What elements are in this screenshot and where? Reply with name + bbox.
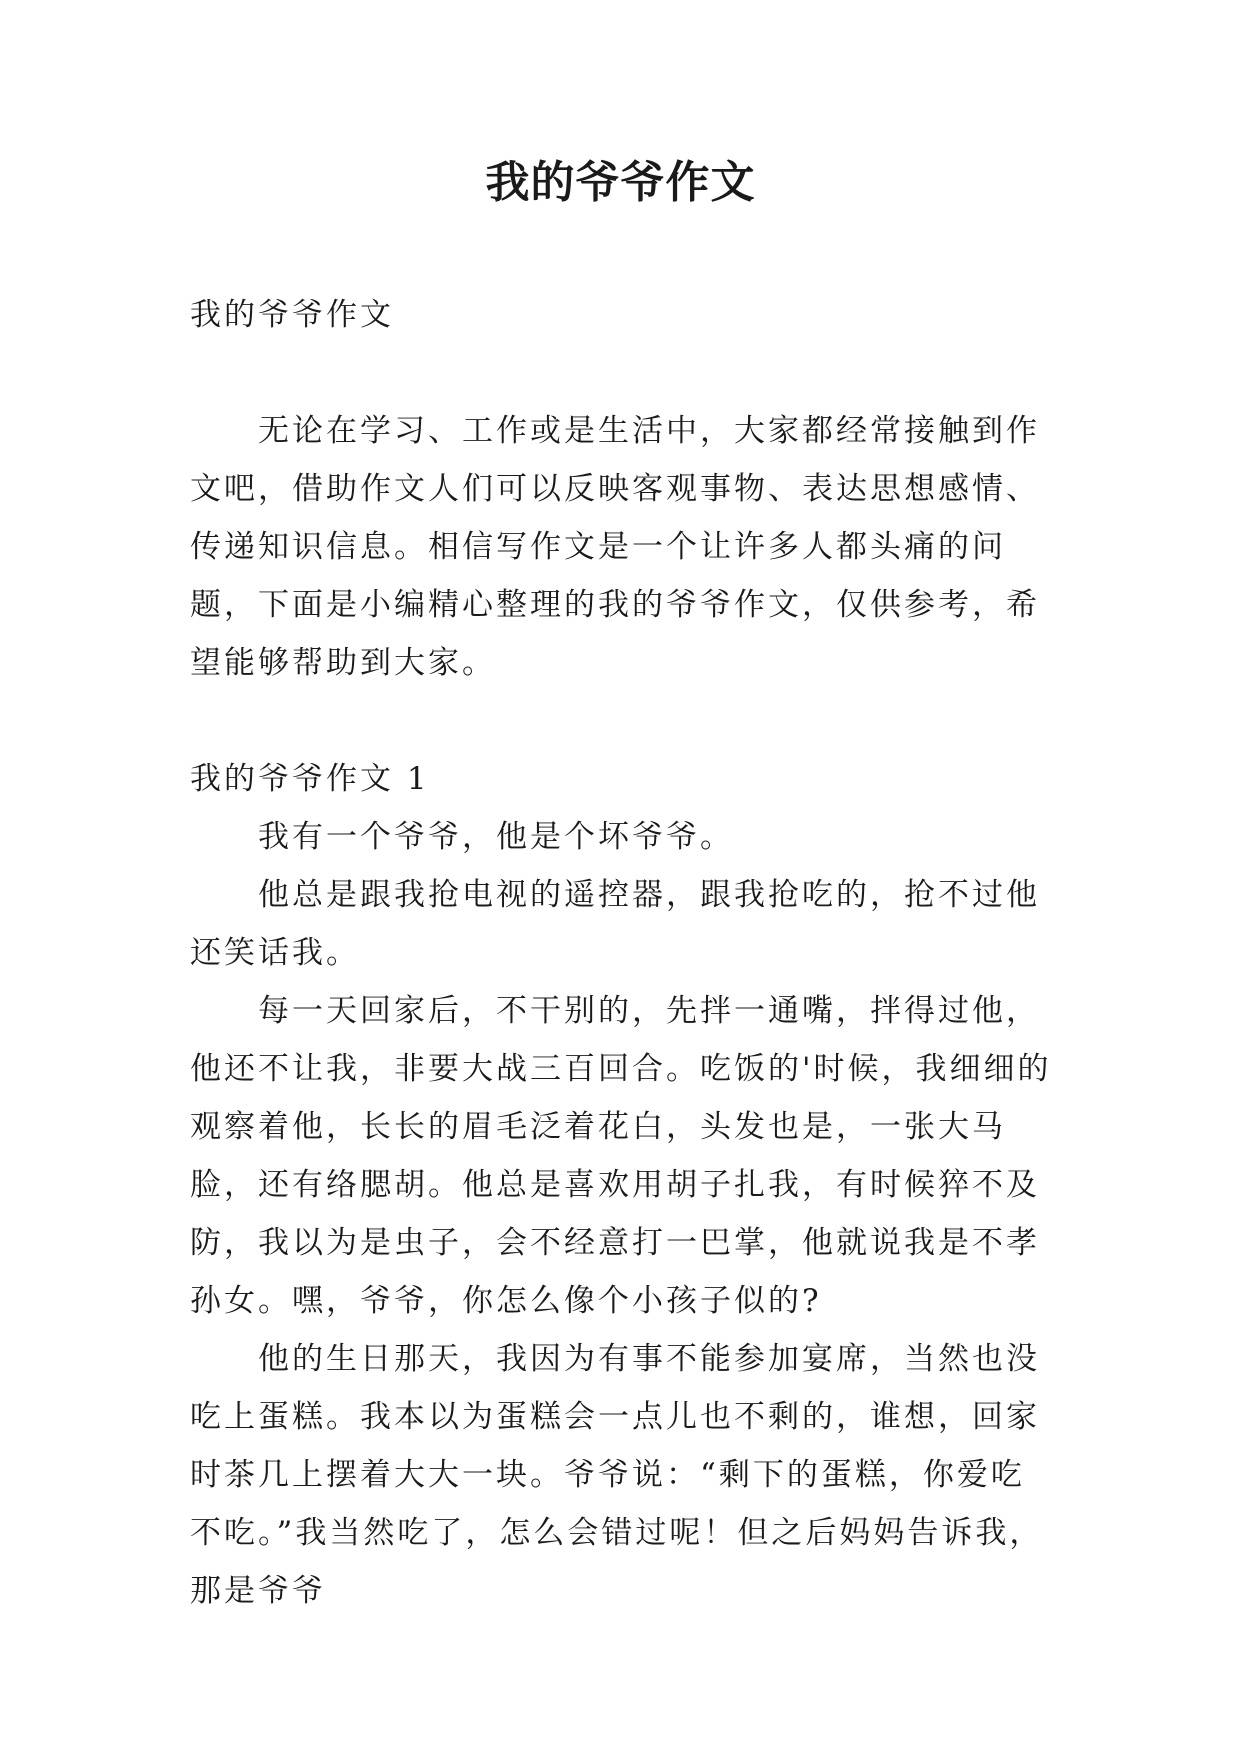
document-body: [190, 286, 1056, 1620]
intro-paragraph: 无论在学习、工作或是生活中，大家都经常接触到作文吧，借助作文人们可以反映客观事物、表达思想感情、传递知识信息。相信写作文是一个让许多人都头痛的问题，下面是小编精心整理的我的爷爷作文，仅供参考，希望能够帮助到大家。: [190, 413, 1040, 681]
document-title: 我的爷爷作文: [485, 157, 756, 208]
body-paragraph: 他总是跟我抢电视的遥控器，跟我抢吃的，抢不过他还笑话我。: [190, 877, 1040, 971]
body-paragraph: 他的生日那天，我因为有事不能参加宴席，当然也没吃上蛋糕。我本以为蛋糕会一点儿也不剩的，谁想，回家时茶几上摆着大大一块。爷爷说：“剩下的蛋糕，你爱吃不吃。”我当然吃了，怎么会错过呢！但之后妈妈告诉我，那是爷爷: [190, 1341, 1044, 1609]
body-paragraph: 我有一个爷爷，他是个坏爷爷。: [258, 819, 734, 855]
section-heading: 我的爷爷作文 1: [190, 761, 430, 797]
body-paragraph: 每一天回家后，不干别的，先拌一通嘴，拌得过他，他还不让我，非要大战三百回合。吃饭的'时候，我细细的观察着他，长长的眉毛泛着花白，头发也是，一张大马脸，还有络腮胡。他总是喜欢用胡子扎我，有时候猝不及防，我以为是虫子，会不经意打一巴掌，他就说我是不孝孙女。嘿，爷爷，你怎么像个小孩子似的?: [190, 993, 1052, 1319]
document-subtitle: 我的爷爷作文: [190, 297, 394, 333]
